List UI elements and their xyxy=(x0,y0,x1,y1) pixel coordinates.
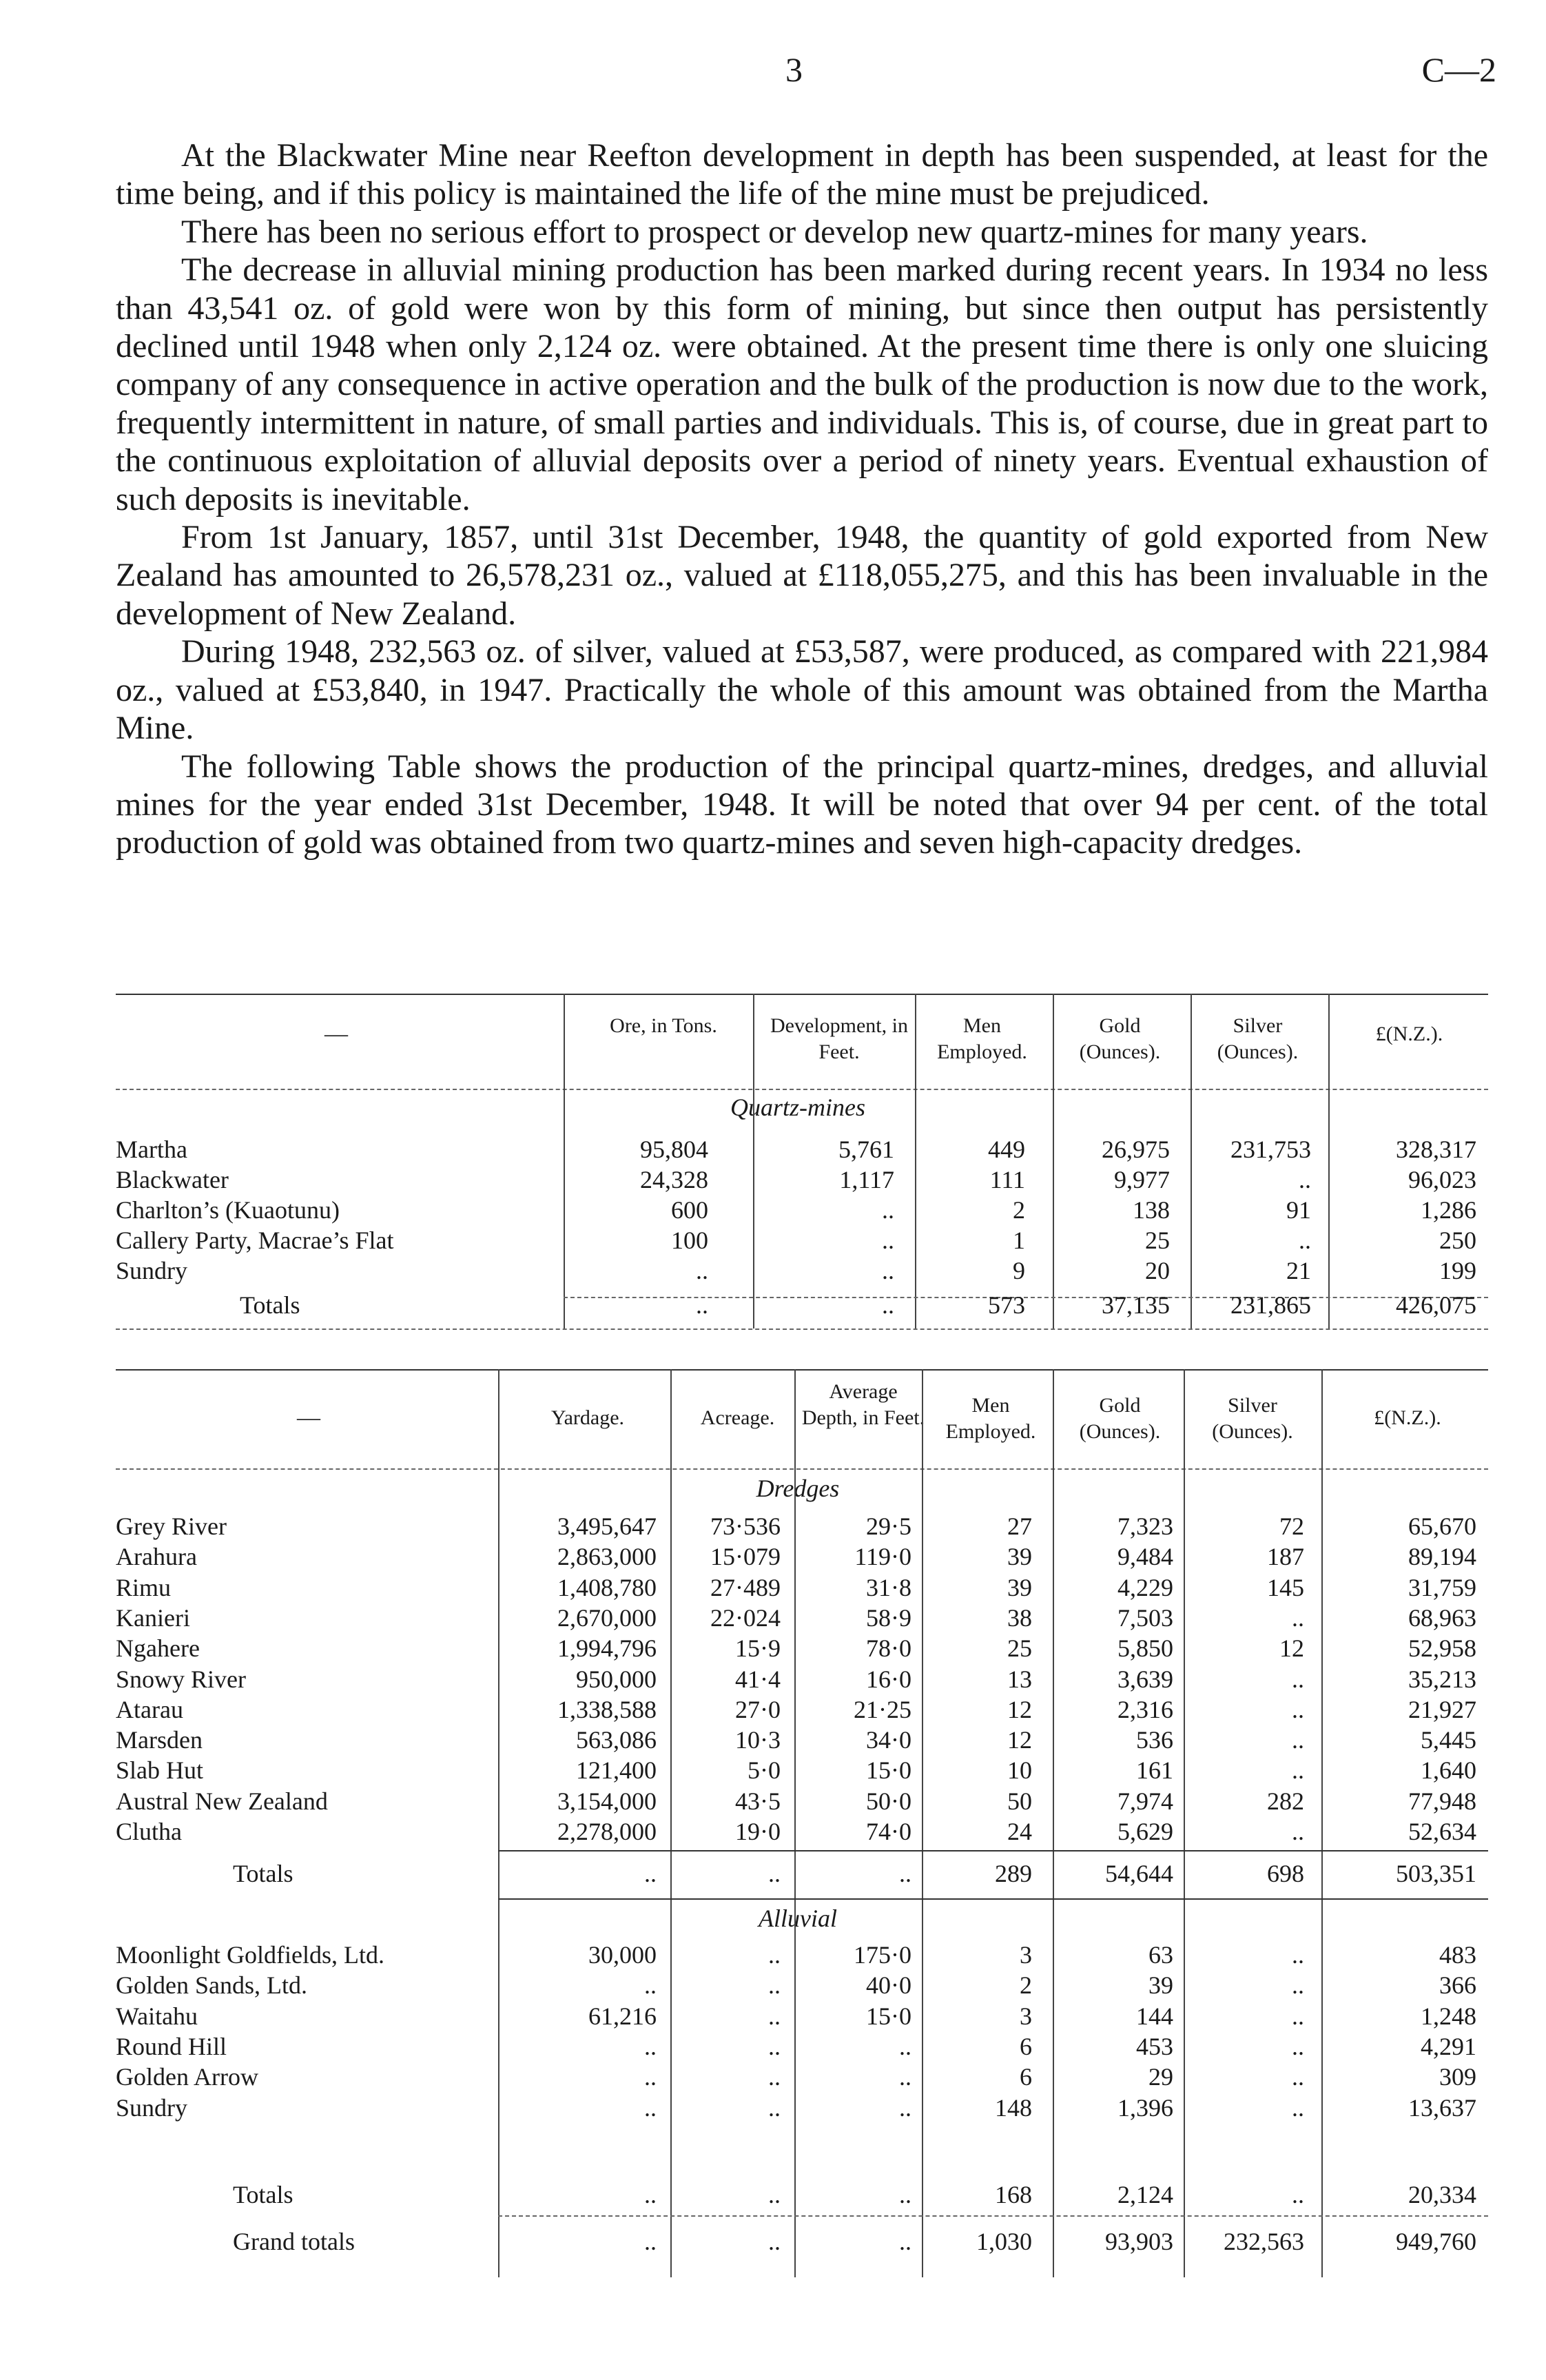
cell-value: .. xyxy=(899,2093,911,2122)
header-silver: Silver (Ounces). xyxy=(1212,1394,1293,1443)
cell-value: 93,903 xyxy=(1105,2228,1173,2255)
cell-value: .. xyxy=(768,1971,781,2000)
cell-value: 15·0 xyxy=(866,2002,911,2030)
cell-value: 175·0 xyxy=(854,1941,911,1969)
table-row xyxy=(116,1134,1488,1165)
table-row xyxy=(116,1195,1488,1225)
cell-value: .. xyxy=(882,1196,894,1224)
cell-value: 6 xyxy=(1020,2032,1032,2060)
cell-value: 43·5 xyxy=(735,1787,781,1815)
page-header xyxy=(0,50,1546,98)
cell-value: 15·0 xyxy=(866,1756,911,1785)
row-label: Sundry xyxy=(116,1257,188,1284)
row-label: Arahura xyxy=(116,1543,197,1571)
cell-value: .. xyxy=(882,1291,894,1319)
table-row xyxy=(116,2001,1488,2031)
table-row xyxy=(116,1633,1488,1663)
cell-value: 2 xyxy=(1013,1196,1025,1224)
cell-value: 563,086 xyxy=(576,1726,657,1754)
row-label: Golden Arrow xyxy=(116,2063,258,2091)
cell-value: 26,975 xyxy=(1102,1136,1170,1163)
row-label: Snowy River xyxy=(116,1665,246,1693)
row-label: Clutha xyxy=(116,1818,182,1845)
cell-value: 289 xyxy=(995,1860,1032,1887)
row-label: Round Hill xyxy=(116,2032,227,2060)
cell-value: 573 xyxy=(988,1291,1025,1319)
table-row xyxy=(116,1603,1488,1633)
cell-value: 100 xyxy=(671,1227,708,1254)
cell-value: .. xyxy=(899,1860,911,1887)
table-row xyxy=(116,1290,1488,1320)
cell-value: 111 xyxy=(989,1166,1025,1193)
header-acreage: Acreage. xyxy=(700,1406,775,1429)
cell-value: .. xyxy=(882,1227,894,1254)
cell-value: .. xyxy=(1292,1726,1304,1754)
cell-value: 2 xyxy=(1020,1971,1032,2000)
row-label: Ngahere xyxy=(116,1634,200,1663)
cell-value: 1,248 xyxy=(1421,2002,1476,2030)
section-title-alluvial: Alluvial xyxy=(759,1905,837,1932)
table-row xyxy=(116,1940,1488,1970)
header-value: £(N.Z.). xyxy=(1374,1406,1441,1429)
cell-value: .. xyxy=(899,2228,911,2255)
cell-value: 503,351 xyxy=(1396,1860,1476,1887)
table-row xyxy=(116,1541,1488,1572)
cell-value: 9 xyxy=(1013,1257,1025,1284)
cell-value: .. xyxy=(1292,2181,1304,2208)
cell-value: 27·489 xyxy=(710,1573,781,1601)
row-label: Atarau xyxy=(116,1695,183,1723)
cell-value: 89,194 xyxy=(1408,1543,1476,1571)
cell-value: 24,328 xyxy=(640,1166,708,1193)
cell-value: .. xyxy=(644,1971,657,2000)
cell-value: 6 xyxy=(1020,2063,1032,2091)
cell-value: 119·0 xyxy=(854,1543,911,1571)
section-title-dredges: Dredges xyxy=(756,1475,840,1502)
cell-value: 1,396 xyxy=(1117,2093,1173,2122)
cell-value: 24 xyxy=(1007,1818,1032,1845)
table-rule xyxy=(498,1898,1488,1900)
row-label: Moonlight Goldfields, Ltd. xyxy=(116,1941,384,1969)
cell-value: 7,974 xyxy=(1117,1787,1173,1815)
cell-value: 5,850 xyxy=(1117,1634,1173,1663)
table-row xyxy=(116,1755,1488,1785)
table-row xyxy=(116,1255,1488,1286)
cell-value: .. xyxy=(882,1257,894,1284)
table-rule xyxy=(116,1369,1488,1371)
header-yardage: Yardage. xyxy=(550,1406,625,1429)
cell-value: 1,117 xyxy=(839,1166,894,1193)
cell-value: 38 xyxy=(1007,1603,1032,1632)
cell-value: 72 xyxy=(1279,1512,1304,1540)
cell-value: 4,291 xyxy=(1421,2032,1476,2060)
cell-value: 39 xyxy=(1007,1573,1032,1601)
cell-value: .. xyxy=(644,2228,657,2255)
table-row xyxy=(116,2179,1488,2210)
header-men: Men Employed. xyxy=(945,1394,1036,1443)
table-row xyxy=(116,2093,1488,2123)
cell-value: 1,994,796 xyxy=(557,1634,657,1663)
table-row xyxy=(116,2062,1488,2092)
cell-value: .. xyxy=(1292,1941,1304,1969)
cell-value: .. xyxy=(1292,2063,1304,2091)
cell-value: 449 xyxy=(988,1136,1025,1163)
cell-value: 12 xyxy=(1279,1634,1304,1663)
table-row xyxy=(116,1664,1488,1694)
paragraph: From 1st January, 1857, until 31st December, 1948, the quantity of gold exported from New Zealand has amounted to 26,578,231 oz., valued at £118,055,275, and this has been invaluable in the development of New Zealand. xyxy=(116,519,1488,632)
cell-value: 35,213 xyxy=(1408,1665,1476,1693)
section-title-quartz: Quartz-mines xyxy=(730,1094,865,1121)
row-label: Martha xyxy=(116,1136,187,1163)
cell-value: 3,154,000 xyxy=(557,1787,657,1815)
cell-value: .. xyxy=(768,2228,781,2255)
cell-value: 31·8 xyxy=(866,1573,911,1601)
table-row xyxy=(116,1694,1488,1725)
cell-value: .. xyxy=(1292,1756,1304,1785)
cell-value: 426,075 xyxy=(1396,1291,1476,1319)
cell-value: 10·3 xyxy=(735,1726,781,1754)
row-label: Golden Sands, Ltd. xyxy=(116,1971,307,2000)
cell-value: 20,334 xyxy=(1408,2181,1476,2208)
header-ore: Ore, in Tons. xyxy=(610,1014,717,1037)
cell-value: 1 xyxy=(1013,1227,1025,1254)
cell-value: .. xyxy=(899,2181,911,2208)
cell-value: 161 xyxy=(1136,1756,1173,1785)
cell-value: 40·0 xyxy=(866,1971,911,2000)
cell-value: .. xyxy=(768,2002,781,2030)
cell-value: 31,759 xyxy=(1408,1573,1476,1601)
cell-value: 63 xyxy=(1148,1941,1173,1969)
cell-value: 50·0 xyxy=(866,1787,911,1815)
cell-value: 2,670,000 xyxy=(557,1603,657,1632)
cell-value: 77,948 xyxy=(1408,1787,1476,1815)
cell-value: 91 xyxy=(1286,1196,1311,1224)
paragraph: The decrease in alluvial mining production has been marked during recent years. In 1934 no less than 43,541 oz. of gold were won by this form of mining, but since then output has persistently declined until 1948 when only 2,124 oz. were obtained. At the present time there is only one sluicing company of any consequence in active operation and the bulk of the production is now due to the work, frequently intermittent in nature, of small parties and individuals. This is, of course, due in great part to the continuous exploitation of alluvial deposits over a period of ninety years. Eventual exhaustion of such deposits is inevitable. xyxy=(116,252,1488,517)
cell-value: 37,135 xyxy=(1102,1291,1170,1319)
cell-value: 309 xyxy=(1439,2063,1476,2091)
row-label: Rimu xyxy=(116,1573,172,1601)
cell-value: 7,503 xyxy=(1117,1603,1173,1632)
cell-value: .. xyxy=(899,2032,911,2060)
cell-value: 187 xyxy=(1267,1543,1304,1571)
cell-value: 2,863,000 xyxy=(557,1543,657,1571)
cell-value: .. xyxy=(1292,1603,1304,1632)
cell-value: .. xyxy=(644,2063,657,2091)
header-value: £(N.Z.). xyxy=(1375,1023,1443,1045)
cell-value: 34·0 xyxy=(866,1726,911,1754)
cell-value: 232,563 xyxy=(1224,2228,1304,2255)
row-label: Austral New Zealand xyxy=(116,1787,328,1815)
cell-value: 2,316 xyxy=(1117,1695,1173,1723)
header-depth: Average Depth, in Feet. xyxy=(801,1380,925,1429)
cell-value: 121,400 xyxy=(576,1756,657,1785)
table-rule xyxy=(498,2215,1488,2217)
dredges-alluvial-table xyxy=(116,1368,1488,2277)
cell-value: 96,023 xyxy=(1408,1166,1476,1193)
cell-value: 27·0 xyxy=(735,1695,781,1723)
header-dash: — xyxy=(297,1405,320,1430)
cell-value: 453 xyxy=(1136,2032,1173,2060)
table-row xyxy=(116,1572,1488,1603)
cell-value: 3 xyxy=(1020,1941,1032,1969)
row-label: Slab Hut xyxy=(116,1756,204,1785)
cell-value: .. xyxy=(644,2181,657,2208)
cell-value: 16·0 xyxy=(866,1665,911,1693)
quartz-mines-table xyxy=(116,992,1488,1357)
cell-value: 4,229 xyxy=(1117,1573,1173,1601)
row-label: Sundry xyxy=(116,2093,188,2122)
cell-value: 52,958 xyxy=(1408,1634,1476,1663)
cell-value: 54,644 xyxy=(1105,1860,1173,1887)
cell-value: 5,761 xyxy=(838,1136,894,1163)
row-label: Charlton’s (Kuaotunu) xyxy=(116,1196,340,1224)
cell-value: 20 xyxy=(1145,1257,1170,1284)
cell-value: .. xyxy=(1292,1818,1304,1845)
cell-value: .. xyxy=(644,2093,657,2122)
cell-value: 10 xyxy=(1007,1756,1032,1785)
cell-value: 65,670 xyxy=(1408,1512,1476,1540)
cell-value: .. xyxy=(1292,1665,1304,1693)
header-silver: Silver (Ounces). xyxy=(1217,1014,1299,1063)
cell-value: 600 xyxy=(671,1196,708,1224)
cell-value: 949,760 xyxy=(1396,2228,1476,2255)
cell-value: .. xyxy=(1292,1695,1304,1723)
cell-value: 1,030 xyxy=(976,2228,1032,2255)
cell-value: 12 xyxy=(1007,1695,1032,1723)
cell-value: 15·9 xyxy=(735,1634,781,1663)
cell-value: 61,216 xyxy=(588,2002,657,2030)
cell-value: 168 xyxy=(995,2181,1032,2208)
cell-value: 7,323 xyxy=(1117,1512,1173,1540)
header-men: Men Employed. xyxy=(937,1014,1027,1063)
row-label: Kanieri xyxy=(116,1603,190,1632)
cell-value: 68,963 xyxy=(1408,1603,1476,1632)
cell-value: 950,000 xyxy=(576,1665,657,1693)
table-row xyxy=(116,2226,1488,2257)
cell-value: .. xyxy=(1292,2093,1304,2122)
cell-value: 199 xyxy=(1439,1257,1476,1284)
row-label: Waitahu xyxy=(116,2002,198,2030)
cell-value: 1,286 xyxy=(1421,1196,1476,1224)
cell-value: 22·024 xyxy=(710,1603,781,1632)
row-label: Totals xyxy=(233,1860,293,1887)
header-development: Development, in Feet. xyxy=(770,1014,908,1063)
cell-value: .. xyxy=(1299,1166,1311,1193)
table-row xyxy=(116,1858,1488,1889)
table-rule xyxy=(116,994,1488,995)
cell-value: 21·25 xyxy=(854,1695,911,1723)
cell-value: 5·0 xyxy=(748,1756,781,1785)
cell-value: 13,637 xyxy=(1408,2093,1476,2122)
cell-value: 9,977 xyxy=(1114,1166,1170,1193)
cell-value: .. xyxy=(1292,2032,1304,2060)
cell-value: 58·9 xyxy=(866,1603,911,1632)
table-row xyxy=(116,1816,1488,1847)
cell-value: 1,640 xyxy=(1421,1756,1476,1785)
cell-value: 366 xyxy=(1439,1971,1476,2000)
cell-value: 1,408,780 xyxy=(557,1573,657,1601)
header-gold: Gold (Ounces). xyxy=(1079,1014,1161,1063)
cell-value: 282 xyxy=(1267,1787,1304,1815)
table-row xyxy=(116,1725,1488,1755)
page-number: 3 xyxy=(785,50,803,89)
table-row xyxy=(116,1511,1488,1541)
row-label: Totals xyxy=(233,2181,293,2208)
cell-value: 138 xyxy=(1133,1196,1170,1224)
row-label: Marsden xyxy=(116,1726,203,1754)
cell-value: 2,124 xyxy=(1117,2181,1173,2208)
table-rule xyxy=(116,1089,1488,1090)
body-text xyxy=(116,136,1488,862)
row-label: Callery Party, Macrae’s Flat xyxy=(116,1227,394,1254)
cell-value: 41·4 xyxy=(735,1665,781,1693)
cell-value: .. xyxy=(644,1860,657,1887)
table-rule xyxy=(498,1850,1488,1851)
cell-value: .. xyxy=(768,2181,781,2208)
cell-value: 231,865 xyxy=(1230,1291,1311,1319)
cell-value: 50 xyxy=(1007,1787,1032,1815)
cell-value: 25 xyxy=(1145,1227,1170,1254)
cell-value: .. xyxy=(1292,2002,1304,2030)
cell-value: 73·536 xyxy=(710,1512,781,1540)
header-dash: — xyxy=(324,1021,348,1047)
cell-value: 9,484 xyxy=(1117,1543,1173,1571)
cell-value: .. xyxy=(1299,1227,1311,1254)
cell-value: 29·5 xyxy=(866,1512,911,1540)
cell-value: .. xyxy=(768,1941,781,1969)
table-rule xyxy=(116,1329,1488,1330)
cell-value: .. xyxy=(696,1257,708,1284)
cell-value: 1,338,588 xyxy=(557,1695,657,1723)
cell-value: .. xyxy=(899,2063,911,2091)
cell-value: 15·079 xyxy=(710,1543,781,1571)
row-label: Totals xyxy=(240,1291,300,1319)
cell-value: 39 xyxy=(1148,1971,1173,2000)
cell-value: 12 xyxy=(1007,1726,1032,1754)
cell-value: 231,753 xyxy=(1230,1136,1311,1163)
cell-value: 74·0 xyxy=(866,1818,911,1845)
cell-value: 21 xyxy=(1286,1257,1311,1284)
cell-value: 3,639 xyxy=(1117,1665,1173,1693)
cell-value: 78·0 xyxy=(866,1634,911,1663)
cell-value: 250 xyxy=(1439,1227,1476,1254)
cell-value: .. xyxy=(768,2093,781,2122)
cell-value: 2,278,000 xyxy=(557,1818,657,1845)
cell-value: .. xyxy=(768,1860,781,1887)
row-label: Grand totals xyxy=(233,2228,355,2255)
paragraph: There has been no serious effort to prospect or develop new quartz-mines for many years. xyxy=(181,213,1368,250)
table-row xyxy=(116,1225,1488,1255)
cell-value: 328,317 xyxy=(1396,1136,1476,1163)
cell-value: 483 xyxy=(1439,1941,1476,1969)
cell-value: 148 xyxy=(995,2093,1032,2122)
cell-value: 29 xyxy=(1148,2063,1173,2091)
row-label: Blackwater xyxy=(116,1166,229,1193)
page-reference: C—2 xyxy=(1421,50,1496,89)
cell-value: 13 xyxy=(1007,1665,1032,1693)
table-row xyxy=(116,1786,1488,1816)
cell-value: 5,629 xyxy=(1117,1818,1173,1845)
cell-value: 5,445 xyxy=(1421,1726,1476,1754)
cell-value: .. xyxy=(768,2063,781,2091)
cell-value: 25 xyxy=(1007,1634,1032,1663)
paragraph: During 1948, 232,563 oz. of silver, valued at £53,587, were produced, as compared with 221,984 oz., valued at £53,840, in 1947. Practically the whole of this amount was obtained from the Martha Mine. xyxy=(116,633,1488,747)
paragraph: At the Blackwater Mine near Reefton development in depth has been suspended, at least for the time being, and if this policy is maintained the life of the mine must be prejudiced. xyxy=(116,137,1488,212)
cell-value: .. xyxy=(1292,1971,1304,2000)
cell-value: 3,495,647 xyxy=(557,1512,657,1540)
cell-value: 39 xyxy=(1007,1543,1032,1571)
cell-value: 144 xyxy=(1136,2002,1173,2030)
cell-value: 3 xyxy=(1020,2002,1032,2030)
cell-value: 698 xyxy=(1267,1860,1304,1887)
cell-value: 21,927 xyxy=(1408,1695,1476,1723)
cell-value: 52,634 xyxy=(1408,1818,1476,1845)
cell-value: 145 xyxy=(1267,1573,1304,1601)
paragraph: The following Table shows the production of the principal quartz-mines, dredges, and alluvial mines for the year ended 31st December, 1948. It will be noted that over 94 per cent. of the total production of gold was obtained from two quartz-mines and seven high-capacity dredges. xyxy=(116,748,1488,861)
cell-value: .. xyxy=(768,2032,781,2060)
cell-value: 536 xyxy=(1136,1726,1173,1754)
row-label: Grey River xyxy=(116,1512,227,1540)
cell-value: 19·0 xyxy=(735,1818,781,1845)
header-gold: Gold (Ounces). xyxy=(1079,1394,1161,1443)
cell-value: .. xyxy=(696,1291,708,1319)
cell-value: .. xyxy=(644,2032,657,2060)
cell-value: 27 xyxy=(1007,1512,1032,1540)
cell-value: 95,804 xyxy=(640,1136,708,1163)
table-row xyxy=(116,2031,1488,2062)
table-row xyxy=(116,1165,1488,1195)
table-rule xyxy=(116,1468,1488,1470)
cell-value: 30,000 xyxy=(588,1941,657,1969)
table-row xyxy=(116,1970,1488,2000)
